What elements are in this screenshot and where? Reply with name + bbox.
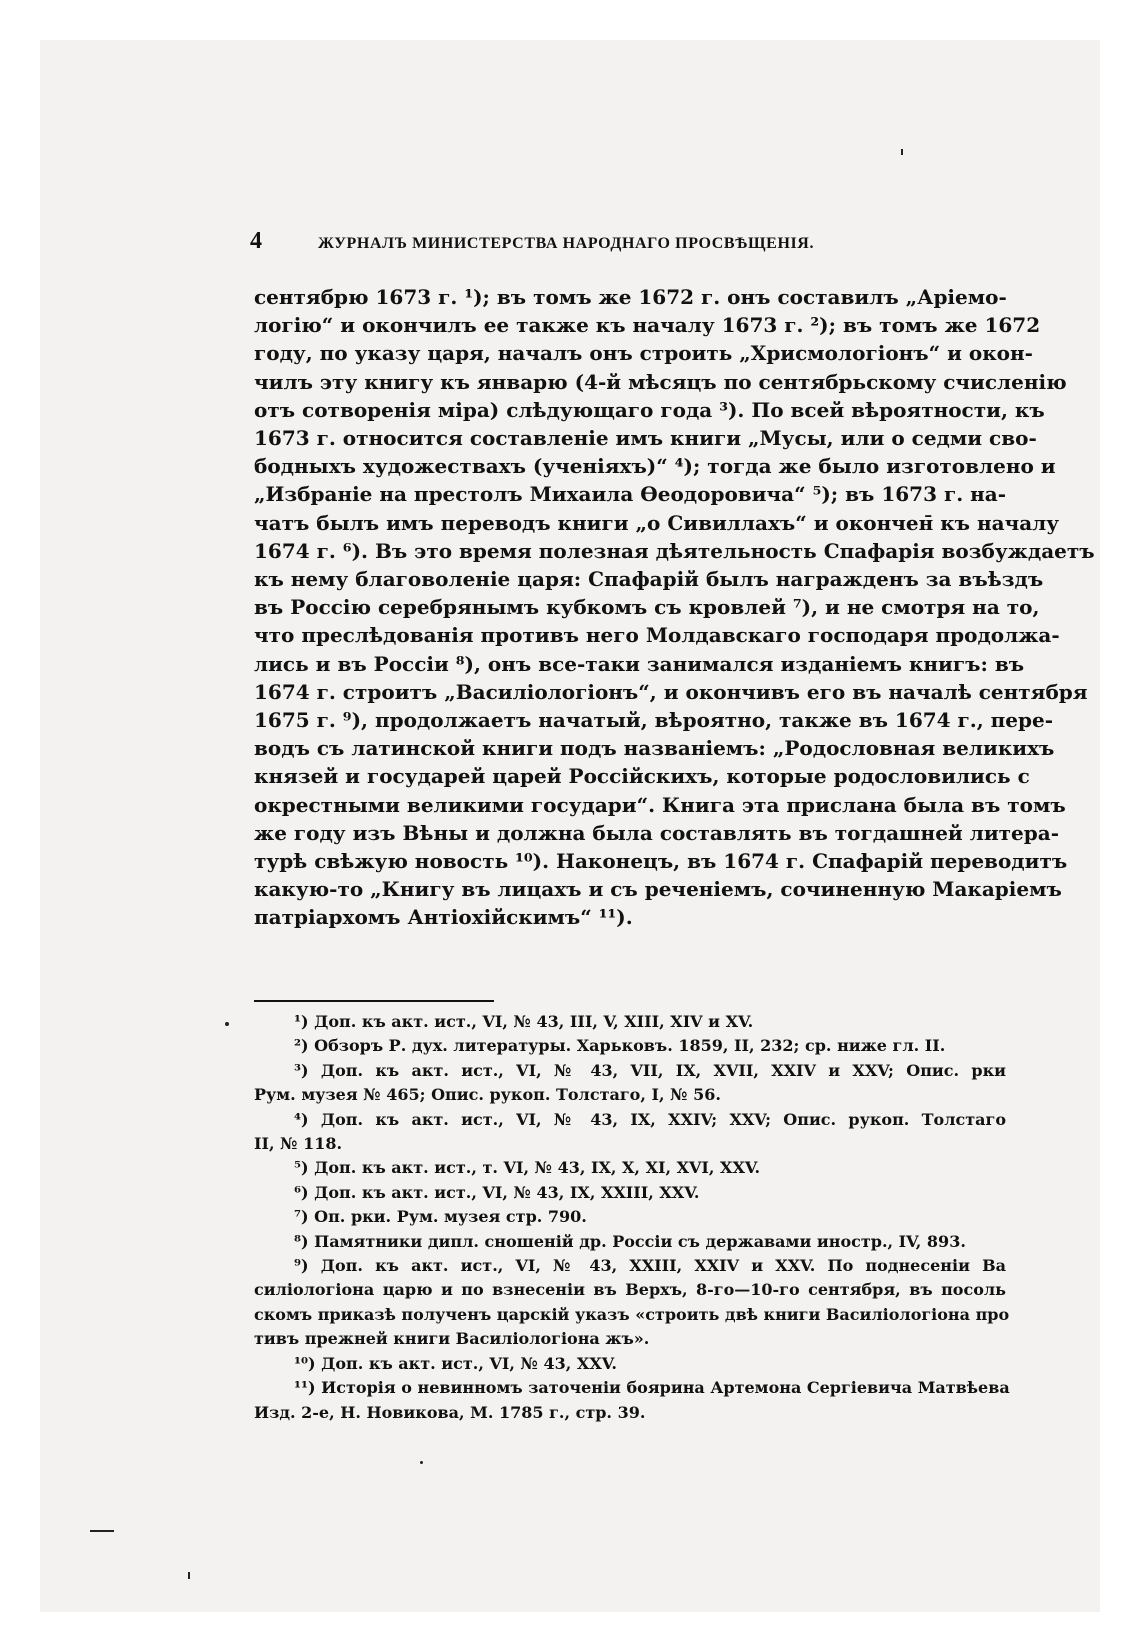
footnote-line: ¹⁰) Доп. къ акт. ист., VI, № 43, XXV. [294, 1353, 617, 1373]
page-header [250, 228, 890, 255]
ink-speck [420, 1461, 423, 1464]
body-text [254, 283, 1095, 932]
footnotes [254, 1010, 1010, 1425]
footnote-line: Рум. музея № 465; Опис. рукоп. Толстаго, I, № 56. [254, 1085, 721, 1105]
footnote-line: ¹) Доп. къ акт. ист., VI, № 43, III, V, XIII, XIV и XV. [294, 1012, 754, 1031]
running-head: ЖУРНАЛЪ МИНИСТЕРСТВА НАРОДНАГО ПРОСВѢЩЕНІЯ. [318, 235, 815, 252]
footnote-rule [254, 1000, 494, 1002]
footnote-line: ⁴) Доп. къ акт. ист., VI, № 43, IX, XXIV; XXV; Опис. рукоп. Толстаго [294, 1109, 1006, 1129]
footnote-line: ⁶) Доп. къ акт. ист., VI, № 43, IX, XXIII, XXV. [294, 1182, 700, 1202]
footnote-line: ²) Обзоръ Р. дух. литературы. Харьковъ. 1859, II, 232; ср. ниже гл. II. [294, 1036, 946, 1056]
ink-speck [901, 149, 903, 155]
footnote-line: тивъ прежней книги Василіологіона жъ». [254, 1329, 650, 1349]
text-line: что преслѣдованія противъ него Молдавскаго господаря продолжа- [254, 623, 1060, 648]
text-line: бодныхъ художествахъ (ученіяхъ)“ ⁴); тогда же было изготовлено и [254, 454, 1056, 479]
text-line: къ нему благоволеніе царя: Спафарій былъ награжденъ за въѣздъ [254, 567, 1044, 592]
text-line: логію“ и окончилъ ее также къ началу 1673 г. ²); въ томъ же 1672 [254, 313, 1041, 338]
footnote-line: ⁷) Оп. рки. Рум. музея стр. 790. [294, 1207, 587, 1227]
text-line: 1674 г. строитъ „Василіологіонъ“, и окончивъ его въ началѣ сентября [254, 679, 1088, 704]
footnote-line: ⁵) Доп. къ акт. ист., т. VI, № 43, IX, X, XI, XVI, XXV. [294, 1158, 761, 1178]
text-line: лись и въ Россіи ⁸), онъ все-таки занимался изданіемъ книгъ: въ [254, 651, 1025, 676]
text-line: отъ сотворенія міра) слѣдующаго года ³). По всей вѣроятности, къ [254, 397, 1045, 422]
text-line: „Избраніе на престолъ Михаила Ѳеодоровича“ ⁵); въ 1673 г. на- [254, 482, 1007, 507]
text-line: сентябрю 1673 г. ¹); въ томъ же 1672 г. онъ составилъ „Аріемо- [254, 285, 1007, 309]
text-line: чатъ былъ имъ переводъ книги „о Сивиллахъ“ и окончен̄ къ началу [254, 510, 1060, 535]
text-line: 1675 г. ⁹), продолжаетъ начатый, вѣроятно, также въ 1674 г., пере- [254, 708, 1054, 733]
footnote-line: ⁸) Памятники дипл. сношеній др. Россіи съ державами иностр., IV, 893. [294, 1231, 966, 1251]
ink-dash [90, 1530, 114, 1532]
text-line: водъ съ латинской книги подъ названіемъ: „Родословная великихъ [254, 736, 1055, 761]
text-line: турѣ свѣжую новость ¹⁰). Наконецъ, въ 1674 г. Спафарій переводитъ [254, 849, 1068, 874]
text-line: 1674 г. ⁶). Въ это время полезная дѣятельность Спафарія возбуждаетъ [254, 538, 1095, 563]
text-line: въ Россію серебрянымъ кубкомъ съ кровлей ⁷), и не смотря на то, [254, 595, 1040, 620]
ink-speck [225, 1022, 229, 1026]
footnote-line: скомъ приказѣ полученъ царскій указъ «строить двѣ книги Василіологіона про [254, 1304, 1010, 1324]
text-line: какую-то „Книгу въ лицахъ и съ реченіемъ, сочиненную Макаріемъ [254, 877, 1062, 902]
text-line: же году изъ Вѣны и должна была составлять въ тогдашней литера- [254, 820, 1060, 845]
footnote-line: II, № 118. [254, 1134, 343, 1154]
footnote-line: ¹¹) Исторія о невинномъ заточеніи боярина Артемона Сергіевича Матвѣева [294, 1378, 1010, 1398]
footnote-line: Изд. 2-е, Н. Новикова, М. 1785 г., стр. 39. [254, 1402, 646, 1422]
text-line: князей и государей царей Россійскихъ, которые родословились с [254, 764, 1030, 789]
text-line: патріархомъ Антіохійскимъ“ ¹¹). [254, 905, 633, 930]
page-number: 4 [250, 228, 262, 254]
text-line: году, по указу царя, началъ онъ строить „Хрисмологіонъ“ и окон- [254, 341, 1033, 366]
footnote-line: ³) Доп. къ акт. ист., VI, № 43, VII, IX, XVII, XXIV и XXV; Опис. рки [294, 1060, 1006, 1080]
footnote-line: ⁹) Доп. къ акт. ист., VI, № 43, XXIII, XXIV и XXV. По поднесеніи Ва [294, 1256, 1006, 1276]
text-line: чилъ эту книгу къ январю (4-й мѣсяцъ по сентябрьскому счисленію [254, 369, 1067, 394]
footnote-line: силіологіона царю и по взнесеніи въ Верхъ, 8-го—10-го сентября, въ посоль [254, 1280, 1006, 1300]
text-line: окрестными великими государи“. Книга эта прислана была въ томъ [254, 792, 1066, 817]
ink-speck [188, 1572, 190, 1579]
text-line: 1673 г. относится составленіе имъ книги „Мусы, или о седми сво- [254, 426, 1037, 451]
